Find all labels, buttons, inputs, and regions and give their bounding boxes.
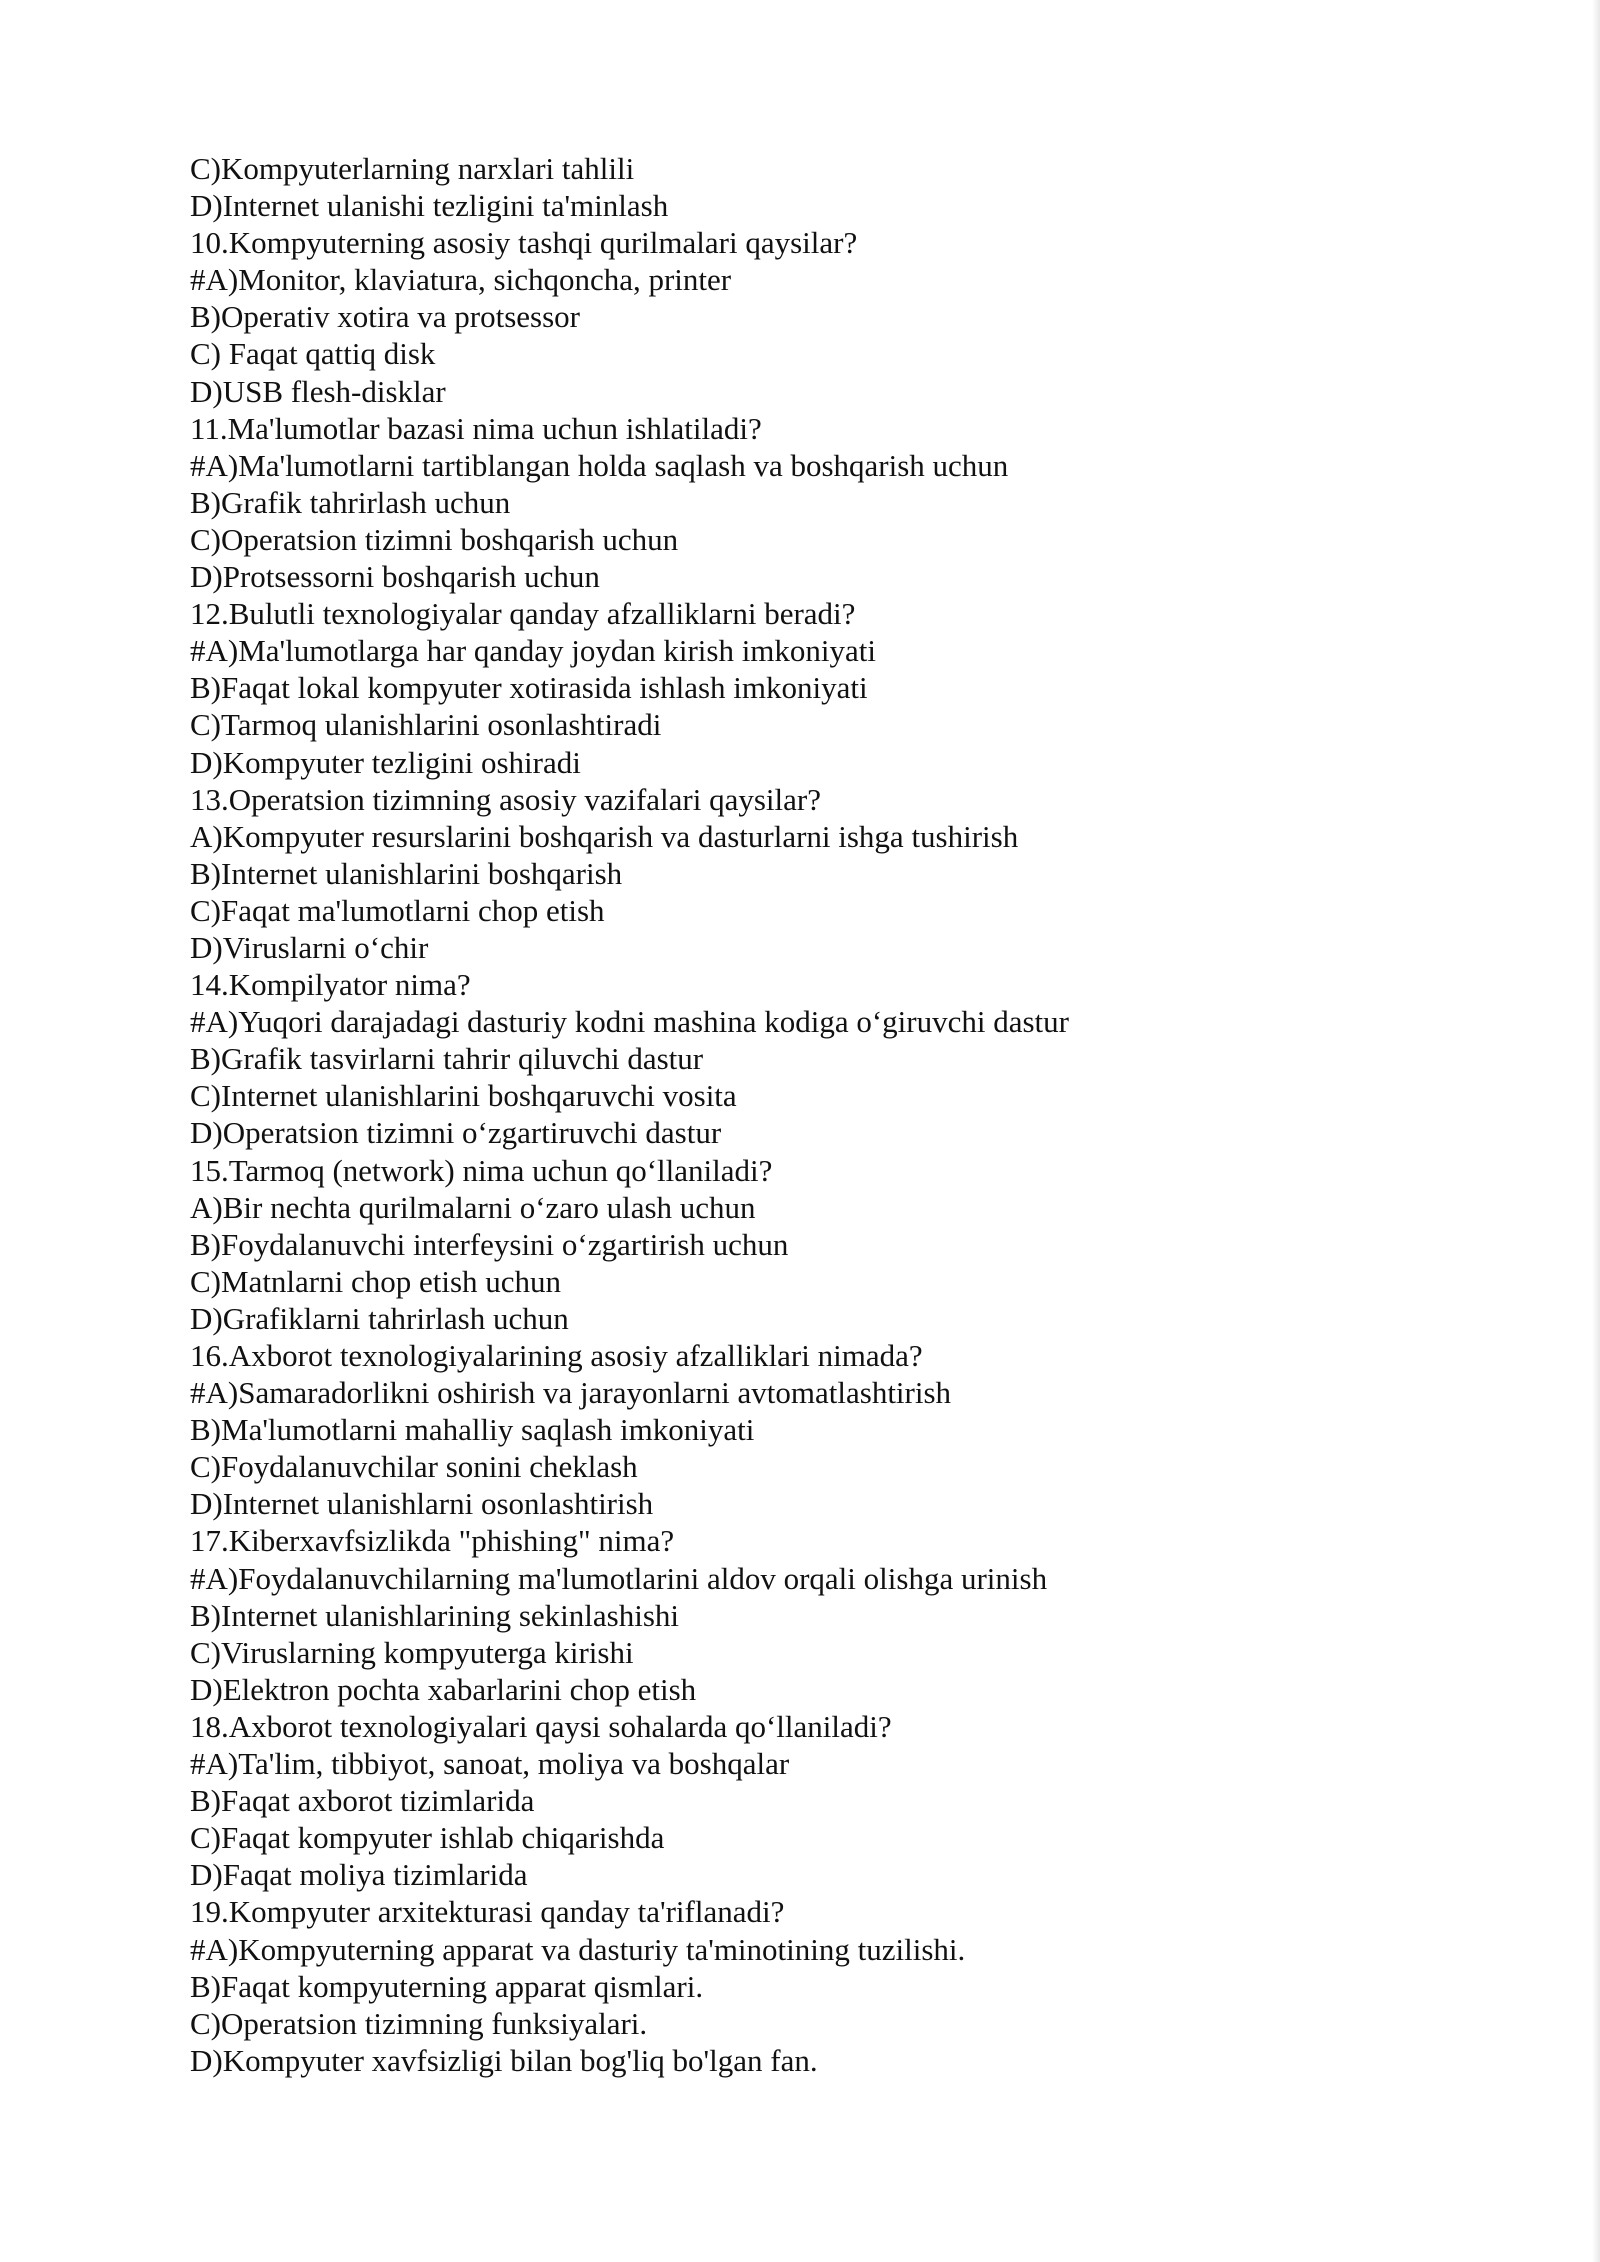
answer-option: D)USB flesh-disklar bbox=[190, 373, 446, 409]
answer-option: C)Viruslarning kompyuterga kirishi bbox=[190, 1634, 634, 1670]
question-line: 10.Kompyuterning asosiy tashqi qurilmalari qaysilar? bbox=[190, 225, 858, 261]
answer-option: B)Grafik tahrirlash uchun bbox=[190, 484, 511, 520]
question-line: 16.Axborot texnologiyalarining asosiy afzalliklari nimada? bbox=[190, 1338, 923, 1373]
answer-option: C)Operatsion tizimning funksiyalari. bbox=[190, 2005, 648, 2041]
question-line: 13.Operatsion tizimning asosiy vazifalari qaysilar? bbox=[190, 781, 822, 817]
question-line: 19.Kompyuter arxitekturasi qanday ta'riflanadi? bbox=[190, 1894, 785, 1930]
answer-option: C)Tarmoq ulanishlarini osonlashtiradi bbox=[190, 707, 662, 743]
correct-answer-option: #A)Ma'lumotlarni tartiblangan holda saqlash va boshqarish uchun bbox=[190, 447, 1009, 483]
question-line: 12.Bulutli texnologiyalar qanday afzalliklarni beradi? bbox=[190, 596, 856, 632]
quiz-text-body bbox=[190, 150, 1510, 2079]
correct-answer-option: #A)Ma'lumotlarga har qanday joydan kirish imkoniyati bbox=[190, 633, 877, 669]
answer-option: A)Bir nechta qurilmalarni o‘zaro ulash uchun bbox=[190, 1189, 756, 1225]
question-line: 14.Kompilyator nima? bbox=[190, 967, 471, 1003]
answer-option: C)Foydalanuvchilar sonini cheklash bbox=[190, 1449, 638, 1485]
answer-option: B)Faqat kompyuterning apparat qismlari. bbox=[190, 1968, 704, 2004]
answer-option: B)Internet ulanishlarining sekinlashishi bbox=[190, 1597, 680, 1633]
answer-option: B)Operativ xotira va protsessor bbox=[190, 299, 580, 335]
answer-option: D)Internet ulanishi tezligini ta'minlash bbox=[190, 188, 669, 224]
answer-option: A)Kompyuter resurslarini boshqarish va dasturlarni ishga tushirish bbox=[190, 818, 1019, 854]
correct-answer-option: #A)Kompyuterning apparat va dasturiy ta'minotining tuzilishi. bbox=[190, 1931, 966, 1967]
answer-option: D)Elektron pochta xabarlarini chop etish bbox=[190, 1671, 697, 1707]
answer-option: D)Kompyuter tezligini oshiradi bbox=[190, 744, 581, 780]
answer-option: C)Kompyuterlarning narxlari tahlili bbox=[190, 151, 635, 186]
question-line: 17.Kiberxavfsizlikda "phishing" nima? bbox=[190, 1523, 675, 1559]
answer-option: D)Protsessorni boshqarish uchun bbox=[190, 559, 600, 595]
answer-option: C) Faqat qattiq disk bbox=[190, 336, 436, 372]
page-edge-shadow bbox=[1592, 0, 1600, 2262]
question-line: 15.Tarmoq (network) nima uchun qo‘llaniladi? bbox=[190, 1152, 773, 1188]
answer-option: D)Kompyuter xavfsizligi bilan bog'liq bo'lgan fan. bbox=[190, 2042, 818, 2078]
answer-option: C)Matnlarni chop etish uchun bbox=[190, 1263, 562, 1299]
answer-option: C)Faqat kompyuter ishlab chiqarishda bbox=[190, 1820, 665, 1856]
answer-option: D)Grafiklarni tahrirlash uchun bbox=[190, 1300, 569, 1336]
answer-option: D)Faqat moliya tizimlarida bbox=[190, 1857, 528, 1893]
answer-option: B)Grafik tasvirlarni tahrir qiluvchi dastur bbox=[190, 1041, 704, 1077]
answer-option: B)Faqat axborot tizimlarida bbox=[190, 1783, 535, 1819]
correct-answer-option: #A)Samaradorlikni oshirish va jarayonlarni avtomatlashtirish bbox=[190, 1375, 952, 1411]
answer-option: B)Ma'lumotlarni mahalliy saqlash imkoniyati bbox=[190, 1412, 755, 1448]
answer-option: B)Internet ulanishlarini boshqarish bbox=[190, 855, 623, 891]
answer-option: D)Viruslarni o‘chir bbox=[190, 929, 429, 965]
question-line: 18.Axborot texnologiyalari qaysi sohalarda qo‘llaniladi? bbox=[190, 1708, 892, 1744]
correct-answer-option: #A)Foydalanuvchilarning ma'lumotlarini aldov orqali olishga urinish bbox=[190, 1560, 1048, 1596]
correct-answer-option: #A)Ta'lim, tibbiyot, sanoat, moliya va boshqalar bbox=[190, 1746, 790, 1782]
answer-option: D)Internet ulanishlarni osonlashtirish bbox=[190, 1486, 654, 1522]
question-line: 11.Ma'lumotlar bazasi nima uchun ishlatiladi? bbox=[190, 410, 762, 446]
answer-option: C)Operatsion tizimni boshqarish uchun bbox=[190, 521, 679, 557]
correct-answer-option: #A)Monitor, klaviatura, sichqoncha, printer bbox=[190, 262, 732, 298]
correct-answer-option: #A)Yuqori darajadagi dasturiy kodni mashina kodiga o‘giruvchi dastur bbox=[190, 1004, 1069, 1040]
answer-option: C)Internet ulanishlarini boshqaruvchi vosita bbox=[190, 1078, 737, 1114]
answer-option: D)Operatsion tizimni o‘zgartiruvchi dastur bbox=[190, 1115, 722, 1151]
answer-option: C)Faqat ma'lumotlarni chop etish bbox=[190, 892, 605, 928]
answer-option: B)Foydalanuvchi interfeysini o‘zgartirish uchun bbox=[190, 1226, 789, 1262]
answer-option: B)Faqat lokal kompyuter xotirasida ishlash imkoniyati bbox=[190, 670, 868, 706]
